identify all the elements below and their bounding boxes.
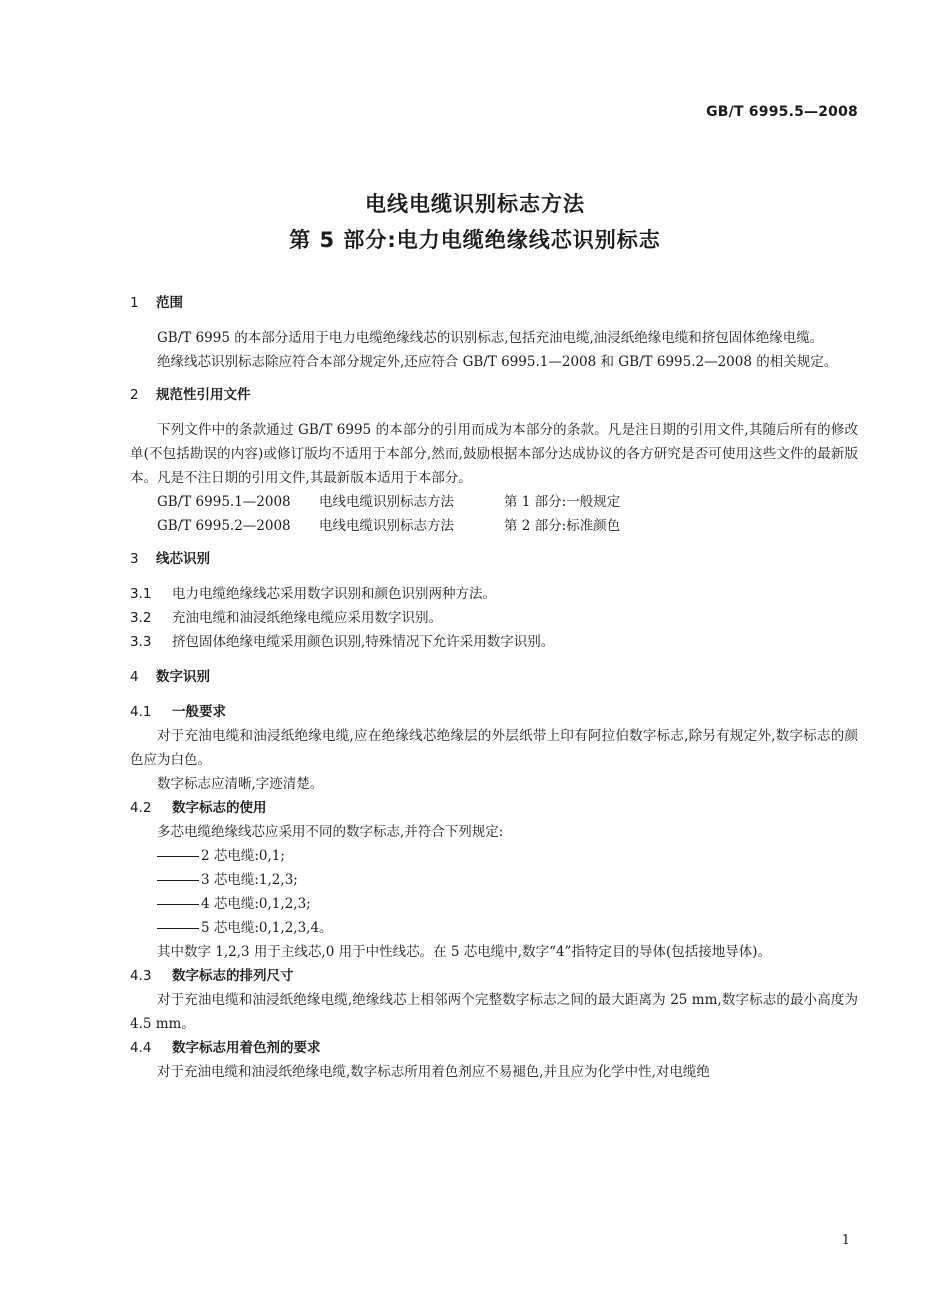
dash-mark	[157, 928, 199, 929]
list-item: 3 芯电缆:1,2,3;	[130, 868, 858, 892]
list-item: 2 芯电缆:0,1;	[130, 844, 858, 868]
clause-4-2-note: 其中数字 1,2,3 用于主线芯,0 用于中性线芯。在 5 芯电缆中,数字“4”指特定目的导体(包括接地导体)。	[157, 944, 771, 960]
section-2-heading: 2 规范性引用文件	[130, 387, 251, 403]
clause-3-1: 3.1 电力电缆绝缘线芯采用数字识别和颜色识别两种方法。	[130, 586, 496, 602]
clause-4-2-heading: 4.2 数字标志的使用	[130, 800, 267, 816]
standard-code: GB/T 6995.5—2008	[706, 104, 858, 120]
reference-item: GB/T 6995.2—2008 电线电缆识别标志方法 第 2 部分:标准颜色	[157, 518, 621, 534]
list-item: 4 芯电缆:0,1,2,3;	[130, 892, 858, 916]
section-2-paragraph: 下列文件中的条款通过 GB/T 6995 的本部分的引用而成为本部分的条款。凡是注日期的引用文件,其随后所有的修改单(不包括勘误的内容)或修订版均不适用于本部分,然而,鼓励根据本部分达成协议的各方研究是否可使用这些文件的最新版本。凡是不注日期的引用文件,其最新版本适用于本部分。	[130, 422, 858, 486]
clause-4-4-paragraph: 对于充油电缆和油浸纸绝缘电缆,数字标志所用着色剂应不易褪色,并且应为化学中性,对电缆绝	[157, 1064, 710, 1080]
section-1-heading: 1 范围	[130, 295, 183, 311]
dash-mark	[157, 880, 199, 881]
clause-4-1-paragraph-2: 数字标志应清晰,字迹清楚。	[157, 776, 324, 792]
dash-mark	[157, 904, 199, 905]
section-1-paragraph-2: 绝缘线芯识别标志除应符合本部分规定外,还应符合 GB/T 6995.1—2008 和 GB/T 6995.2—2008 的相关规定。	[157, 354, 838, 370]
page-number: 1	[841, 1233, 850, 1248]
section-4-heading: 4 数字识别	[130, 669, 210, 685]
clause-3-3: 3.3 挤包固体绝缘电缆采用颜色识别,特殊情况下允许采用数字识别。	[130, 634, 555, 650]
clause-3-2: 3.2 充油电缆和油浸纸绝缘电缆应采用数字识别。	[130, 610, 442, 626]
section-1-paragraph-1: GB/T 6995 的本部分适用于电力电缆绝缘线芯的识别标志,包括充油电缆,油浸纸绝缘电缆和挤包固体绝缘电缆。	[157, 330, 824, 346]
clause-4-1-paragraph-1: 对于充油电缆和油浸纸绝缘电缆,应在绝缘线芯绝缘层的外层纸带上印有阿拉伯数字标志,除另有规定外,数字标志的颜色应为白色。	[130, 728, 858, 768]
clause-4-2-intro: 多芯电缆绝缘线芯应采用不同的数字标志,并符合下列规定:	[157, 824, 504, 840]
clause-4-3-paragraph: 对于充油电缆和油浸纸绝缘电缆,绝缘线芯上相邻两个完整数字标志之间的最大距离为 25 mm,数字标志的最小高度为 4.5 mm。	[130, 992, 858, 1032]
reference-item: GB/T 6995.1—2008 电线电缆识别标志方法 第 1 部分:一般规定	[157, 494, 621, 510]
clause-4-1-heading: 4.1 一般要求	[130, 704, 226, 720]
document-subtitle: 第 5 部分:电力电缆绝缘线芯识别标志	[289, 228, 661, 252]
section-3-heading: 3 线芯识别	[130, 551, 210, 567]
document-body	[130, 292, 858, 1084]
clause-4-3-heading: 4.3 数字标志的排列尺寸	[130, 968, 294, 984]
document-title: 电线电缆识别标志方法	[365, 192, 585, 216]
list-item: 5 芯电缆:0,1,2,3,4。	[130, 916, 858, 940]
clause-4-4-heading: 4.4 数字标志用着色剂的要求	[130, 1040, 321, 1056]
dash-mark	[157, 856, 199, 857]
